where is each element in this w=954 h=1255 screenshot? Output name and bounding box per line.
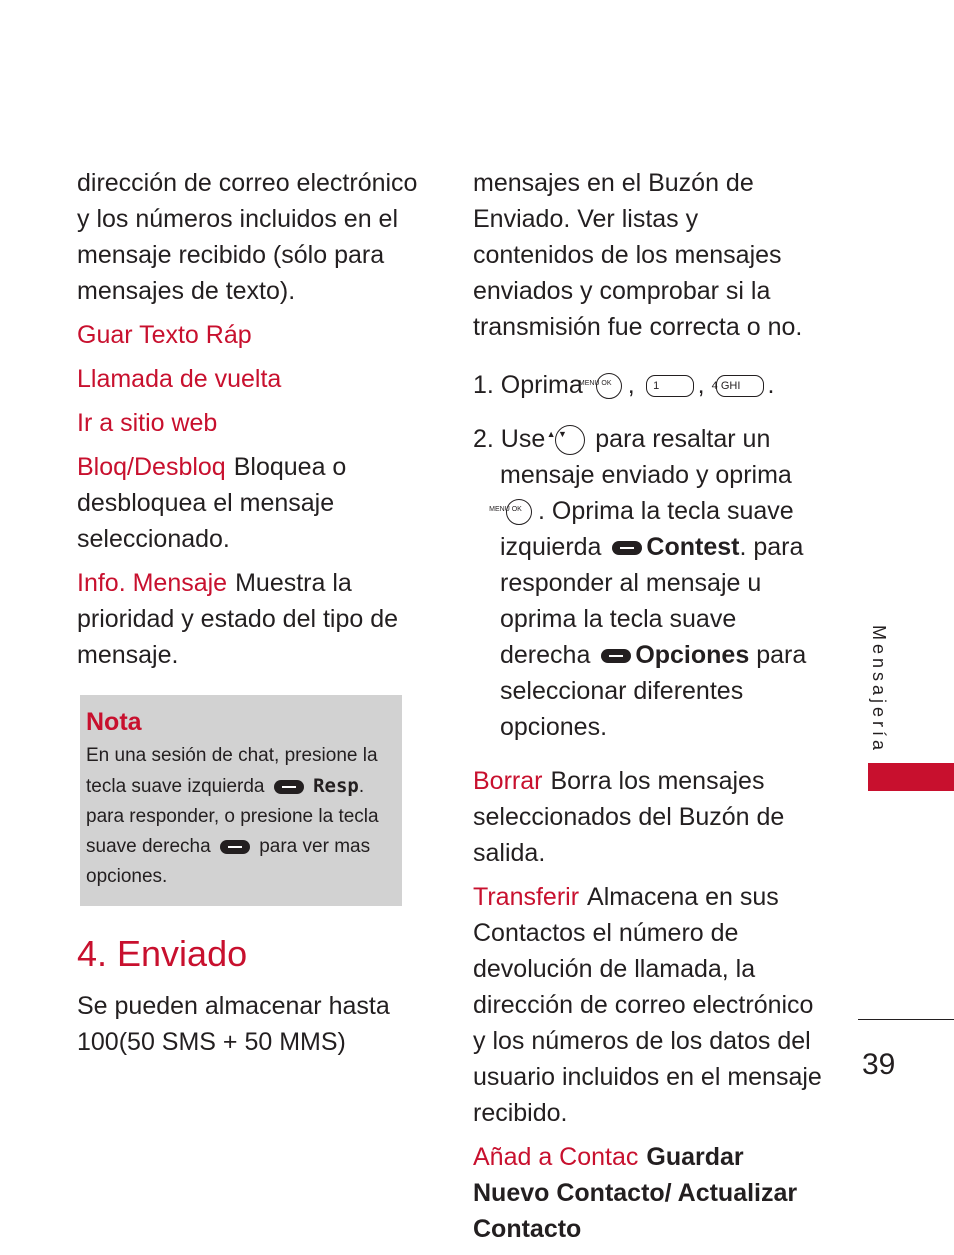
subheading-guar-texto: Guar Texto Ráp	[77, 321, 252, 349]
info-term: Info. Mensaje	[77, 569, 228, 597]
step-2-text-2: para resaltar un mensaje enviado y oprima	[500, 425, 792, 489]
left-softkey-icon	[274, 780, 304, 794]
right-column	[473, 165, 823, 1255]
subheading-ir-sitio: Ir a sitio web	[77, 409, 218, 437]
transferir-desc: Almacena en sus Contactos el número de devolución de llamada, la dirección de correo electrónico y los números de los datos del usuario incluidos en el mensaje recibido.	[473, 883, 822, 1127]
transferir-entry	[473, 879, 823, 1131]
info-desc: Muestra la prioridad y estado del tipo de mensaje.	[77, 569, 399, 669]
contest-label: Contest	[646, 533, 740, 561]
note-box	[80, 695, 402, 906]
note-text-1: En una sesión de chat, presione la tecla suave izquierda	[86, 745, 378, 797]
menu-ok-key-icon-2: MENU OK	[506, 499, 532, 525]
note-title: Nota	[86, 708, 142, 736]
key-4-icon: 4 GHI	[716, 375, 764, 397]
note-text-2: . para responder, o presione la tecla suave derecha	[86, 776, 379, 857]
left-column	[77, 165, 422, 1060]
side-section-label: Mensajería	[869, 625, 889, 755]
left-intro: dirección de correo electrónico y los números incluidos en el mensaje recibido (sólo para mensajes de texto).	[77, 169, 418, 305]
borrar-entry	[473, 763, 823, 871]
step-2-text-5: para seleccionar diferentes opciones.	[500, 641, 807, 741]
step-2-text-4: . para responder al mensaje u oprima la tecla suave derecha	[500, 533, 804, 669]
bloq-entry	[77, 449, 422, 557]
page-number: 39	[862, 1048, 896, 1081]
step-2	[473, 421, 823, 745]
right-softkey-icon-2	[601, 649, 631, 663]
step-2-text-3: . Oprima la tecla suave izquierda	[500, 497, 794, 561]
right-intro: mensajes en el Buzón de Enviado. Ver listas y contenidos de los mensajes enviados y comprobar si la transmisión fue correcta o no.	[473, 169, 803, 341]
bloq-term: Bloq/Desbloq	[77, 453, 226, 481]
step-1-text: 1. Oprima	[473, 371, 583, 399]
side-tab-bar	[868, 763, 954, 791]
anad-desc: Guardar Nuevo Contacto/ Actualizar Contacto	[473, 1143, 798, 1243]
footer-rule	[858, 1019, 954, 1020]
transferir-term: Transferir	[473, 883, 580, 911]
step-1: 1. Oprima MENU OK , 1 , 4 GHI .	[473, 371, 775, 399]
left-softkey-icon-2	[612, 541, 642, 555]
section-title: 4. Enviado	[77, 933, 248, 974]
menu-ok-key-icon: MENU OK	[596, 373, 622, 399]
section-text: Se pueden almacenar hasta 100(50 SMS + 50 MMS)	[77, 992, 390, 1056]
step-2-text-1: 2. Use	[473, 425, 546, 453]
resp-label: Resp	[313, 775, 359, 797]
borrar-desc: Borra los mensajes seleccionados del Buzón de salida.	[473, 767, 785, 867]
opciones-label: Opciones	[635, 641, 750, 669]
key-1-icon: 1	[646, 375, 694, 397]
anad-term: Añad a Contac	[473, 1143, 639, 1171]
note-text-3: para ver mas opciones.	[86, 836, 371, 887]
borrar-term: Borrar	[473, 767, 543, 795]
nav-key-icon: ▲ ▼	[555, 425, 585, 455]
subheading-llamada: Llamada de vuelta	[77, 365, 282, 393]
note-text	[86, 741, 394, 892]
anad-entry	[473, 1139, 823, 1247]
bloq-desc: Bloquea o desbloquea el mensaje seleccionado.	[77, 453, 347, 553]
right-softkey-icon	[220, 840, 250, 854]
info-entry	[77, 565, 422, 673]
